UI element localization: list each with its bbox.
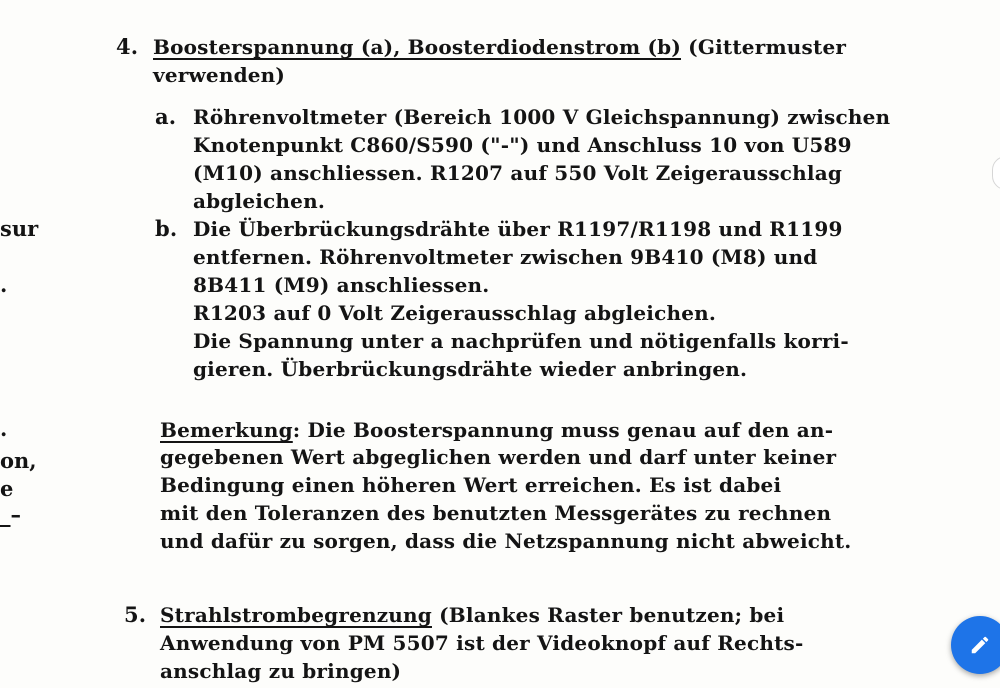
item4a-line: abgleichen. — [193, 189, 325, 213]
item4b-label: b. — [155, 216, 178, 241]
remark-line: gegebenen Wert abgeglichen werden und darf unter keiner — [160, 445, 837, 469]
item4-line2: verwenden) — [153, 63, 286, 87]
item5-number: 5. — [124, 602, 147, 627]
item4a-label: a. — [155, 104, 177, 129]
item4a-line: Röhrenvoltmeter (Bereich 1000 V Gleichspannung) zwischen — [193, 105, 891, 129]
item4-title-rest: (Gittermuster — [681, 35, 847, 59]
margin-fragment: . — [0, 272, 8, 297]
item5-title: Strahlstrombegrenzung — [160, 603, 432, 627]
item4-title-line — [153, 33, 846, 61]
side-panel-handle[interactable] — [992, 156, 1000, 190]
edit-button[interactable] — [951, 616, 1000, 674]
item5-line: anschlag zu bringen) — [160, 659, 402, 683]
remark-heading: Bemerkung — [160, 418, 293, 442]
item5-title-line — [160, 601, 784, 629]
item4b-line: R1203 auf 0 Volt Zeigerausschlag abgleichen. — [193, 301, 717, 325]
item4b-line: 8B411 (M9) anschliessen. — [193, 273, 490, 297]
margin-fragment: . — [0, 416, 8, 441]
item4-number: 4. — [116, 34, 139, 59]
item4b-line: gieren. Überbrückungsdrähte wieder anbringen. — [193, 357, 748, 381]
item5-title-rest: (Blankes Raster benutzen; bei — [431, 603, 785, 627]
margin-fragment: on, — [0, 448, 37, 473]
item4b-line: Die Spannung unter a nachprüfen und nötigenfalls korri- — [193, 329, 849, 353]
item4a-line: (M10) anschliessen. R1207 auf 550 Volt Zeigerausschlag — [193, 161, 843, 185]
item4b-line: Die Überbrückungsdrähte über R1197/R1198 und R1199 — [193, 217, 843, 241]
margin-fragment: e — [0, 476, 14, 501]
item4a-line: Knotenpunkt C860/S590 ("-") und Anschluss 10 von U589 — [193, 133, 852, 157]
item5-line: Anwendung von PM 5507 ist der Videoknopf auf Rechts- — [160, 631, 804, 655]
item4b-line: entfernen. Röhrenvoltmeter zwischen 9B410 (M8) und — [193, 245, 818, 269]
remark-line: und dafür zu sorgen, dass die Netzspannung nicht abweicht. — [160, 529, 852, 553]
remark-first-line: : Die Boosterspannung muss genau auf den an- — [292, 418, 834, 442]
remark-line — [160, 416, 833, 444]
pencil-icon — [969, 634, 991, 656]
remark-line: mit den Toleranzen des benutzten Messgerätes zu rechnen — [160, 501, 832, 525]
margin-fragment: _– — [0, 502, 21, 527]
remark-line: Bedingung einen höheren Wert erreichen. Es ist dabei — [160, 473, 782, 497]
item4-title: Boosterspannung (a), Boosterdiodenstrom (b) — [153, 35, 681, 59]
margin-fragment: sur — [0, 216, 39, 241]
